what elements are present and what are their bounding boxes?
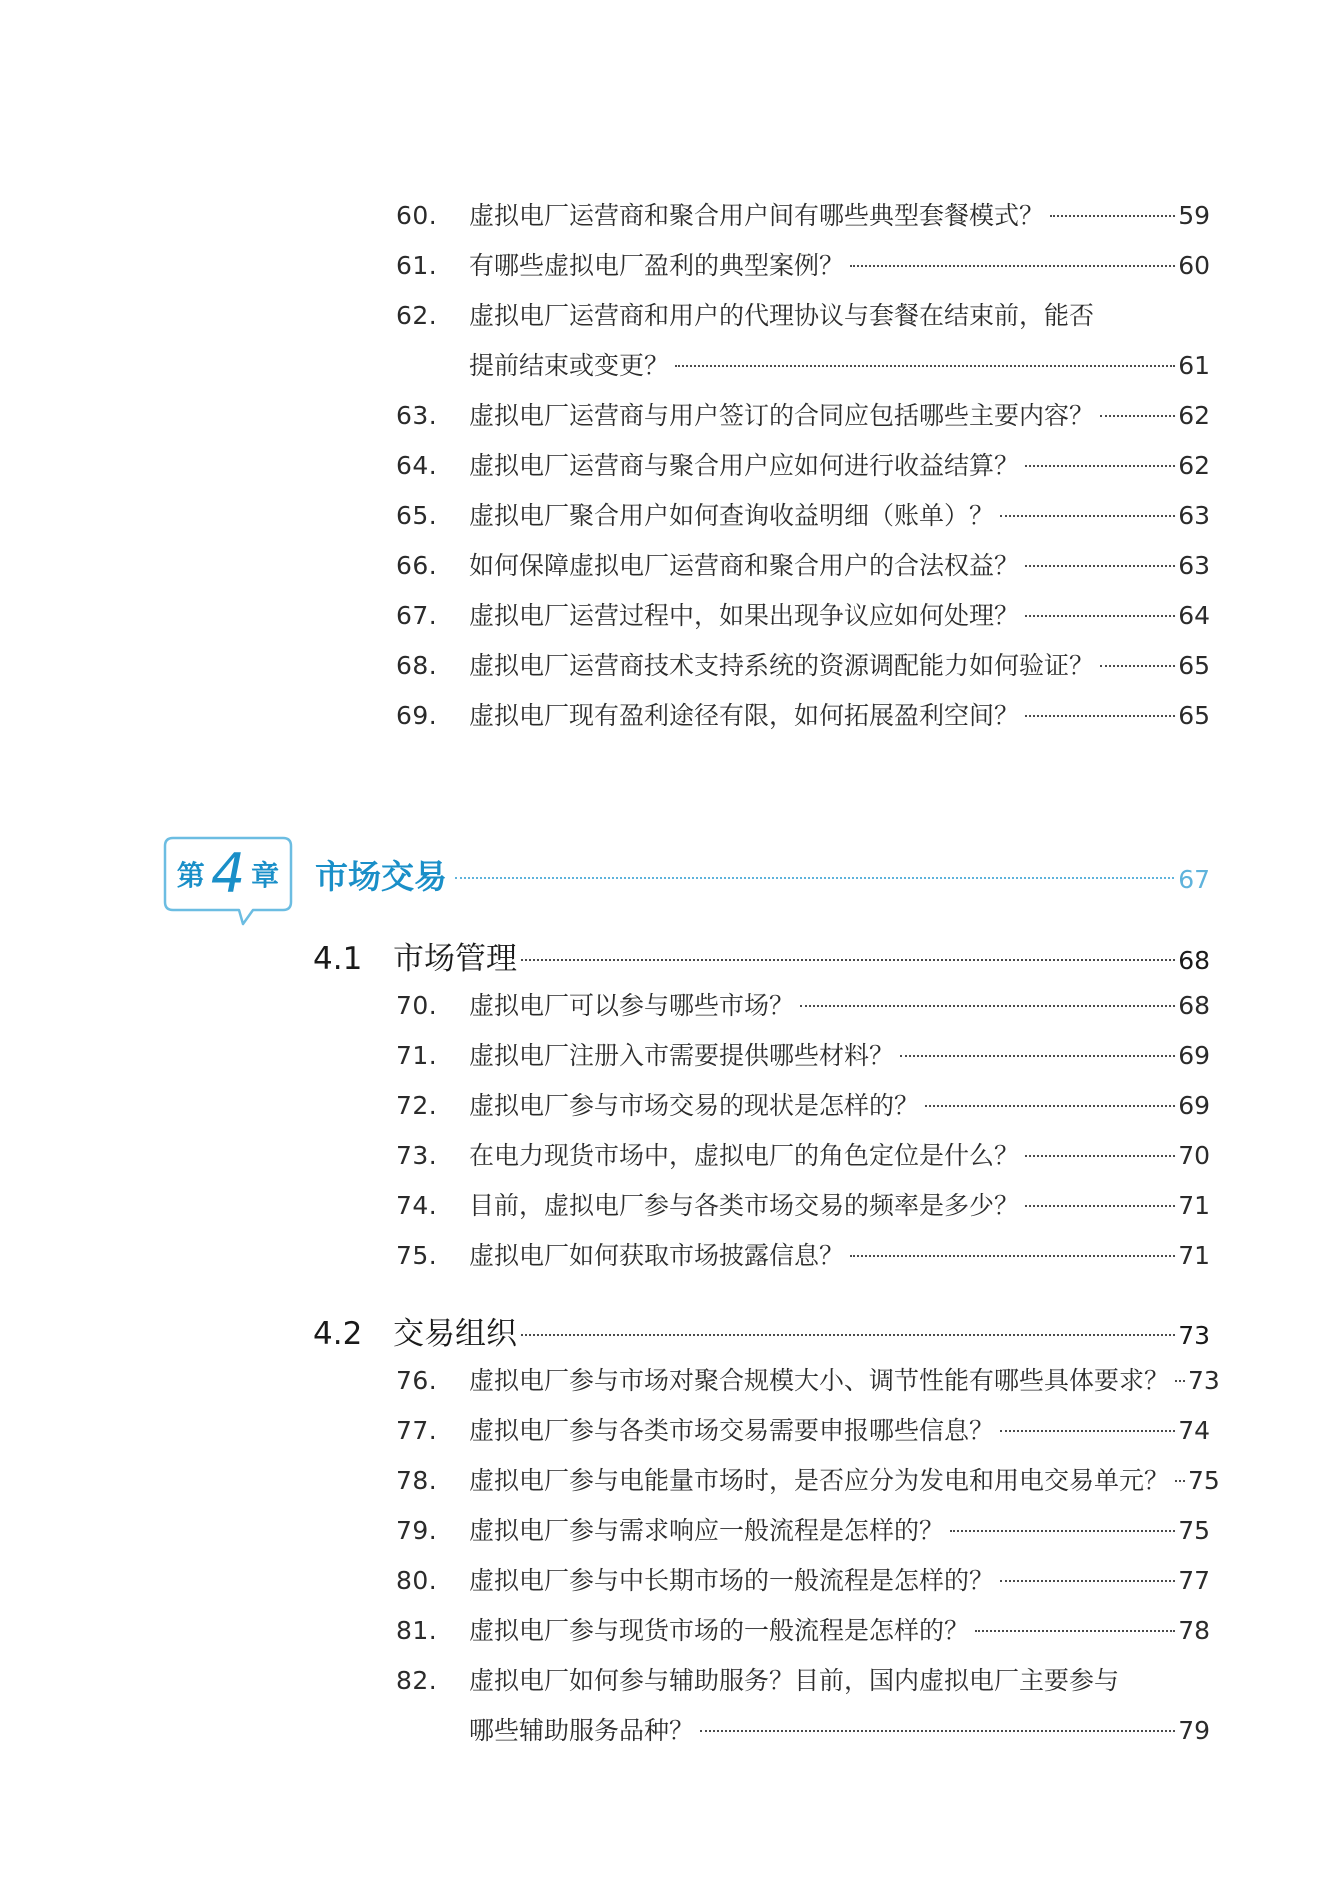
- section-number: 4.2: [313, 1316, 363, 1352]
- entry-page-number: 63: [1178, 551, 1210, 580]
- entry-page-number: 64: [1178, 601, 1210, 630]
- toc-entry[interactable]: [396, 1456, 1220, 1506]
- entry-title: 虚拟电厂聚合用户如何查询收益明细（账单）？: [469, 501, 995, 530]
- section-title: 市场管理: [393, 941, 517, 977]
- dot-leader: [800, 1005, 1175, 1007]
- toc-entry[interactable]: [396, 1556, 1210, 1606]
- entry-number: 69.: [396, 701, 438, 730]
- toc-entry[interactable]: [396, 981, 1210, 1031]
- entry-number: 74.: [396, 1191, 438, 1220]
- entry-page-number: 78: [1178, 1616, 1210, 1645]
- entry-title: 虚拟电厂如何获取市场披露信息？: [469, 1241, 845, 1270]
- entry-page-number: 62: [1178, 451, 1210, 480]
- entry-title: 虚拟电厂现有盈利途径有限，如何拓展盈利空间？: [469, 701, 1020, 730]
- dot-leader: [1100, 665, 1175, 667]
- entry-page-number: 65: [1178, 701, 1210, 730]
- dot-leader: [1025, 1155, 1175, 1157]
- dot-leader: [1025, 1205, 1175, 1207]
- section-page-number: 73: [1178, 1321, 1210, 1350]
- toc-entry[interactable]: [396, 291, 1210, 341]
- toc-entry[interactable]: [396, 1181, 1210, 1231]
- entry-number: 70.: [396, 991, 438, 1020]
- dot-leader: [975, 1630, 1175, 1632]
- chapter-suffix: 章: [251, 859, 280, 892]
- entry-page-number: 74: [1178, 1416, 1210, 1445]
- entry-page-number: 59: [1178, 201, 1210, 230]
- toc-entry-continuation[interactable]: [396, 341, 1210, 391]
- entry-page-number: 69: [1178, 1091, 1210, 1120]
- entry-title: 虚拟电厂运营过程中，如果出现争议应如何处理？: [469, 601, 1020, 630]
- toc-entry[interactable]: [396, 1231, 1210, 1281]
- entry-page-number: 61: [1178, 351, 1210, 380]
- entry-page-number: 71: [1178, 1191, 1210, 1220]
- dot-leader: [1100, 415, 1175, 417]
- chapter-title-row: [315, 852, 1210, 902]
- entry-page-number: 77: [1178, 1566, 1210, 1595]
- entry-number: 79.: [396, 1516, 438, 1545]
- entry-title: 虚拟电厂运营商与聚合用户应如何进行收益结算？: [469, 451, 1020, 480]
- entry-number: 68.: [396, 651, 438, 680]
- dot-leader: [1050, 215, 1175, 217]
- toc-entry[interactable]: [396, 441, 1210, 491]
- entry-title: 如何保障虚拟电厂运营商和聚合用户的合法权益？: [469, 551, 1020, 580]
- toc-entry[interactable]: [396, 1356, 1220, 1406]
- toc-entry[interactable]: [396, 1081, 1210, 1131]
- entry-page-number: 63: [1178, 501, 1210, 530]
- chapter-number: 4: [210, 842, 246, 905]
- entry-page-number: 68: [1178, 991, 1210, 1020]
- entry-page-number: 73: [1188, 1366, 1220, 1395]
- dot-leader: [521, 959, 1175, 961]
- section-number: 4.1: [313, 941, 363, 977]
- entry-title: 虚拟电厂可以参与哪些市场？: [469, 991, 795, 1020]
- dot-leader: [850, 265, 1175, 267]
- entry-title: 虚拟电厂参与各类市场交易需要申报哪些信息？: [469, 1416, 995, 1445]
- entry-title: 虚拟电厂参与市场交易的现状是怎样的？: [469, 1091, 920, 1120]
- entry-title: 虚拟电厂如何参与辅助服务？目前，国内虚拟电厂主要参与: [469, 1666, 1120, 1695]
- entry-title: 虚拟电厂参与需求响应一般流程是怎样的？: [469, 1516, 945, 1545]
- toc-entry[interactable]: [396, 241, 1210, 291]
- toc-entry[interactable]: [396, 1406, 1210, 1456]
- dot-leader: [900, 1055, 1175, 1057]
- dot-leader: [1000, 515, 1175, 517]
- entry-page-number: 71: [1178, 1241, 1210, 1270]
- entry-title: 虚拟电厂参与现货市场的一般流程是怎样的？: [469, 1616, 970, 1645]
- entry-number: 81.: [396, 1616, 438, 1645]
- toc-entry[interactable]: [396, 391, 1210, 441]
- entry-number: 77.: [396, 1416, 438, 1445]
- dot-leader: [1175, 1380, 1185, 1382]
- entry-title: 有哪些虚拟电厂盈利的典型案例？: [469, 251, 845, 280]
- toc-entry[interactable]: [396, 691, 1210, 741]
- entry-title: 虚拟电厂参与中长期市场的一般流程是怎样的？: [469, 1566, 995, 1595]
- entry-page-number: 62: [1178, 401, 1210, 430]
- entry-number: 71.: [396, 1041, 438, 1070]
- entry-title: 虚拟电厂运营商技术支持系统的资源调配能力如何验证？: [469, 651, 1095, 680]
- chapter-heading[interactable]: [163, 836, 1210, 932]
- toc-entry[interactable]: [396, 491, 1210, 541]
- section-title: 交易组织: [393, 1316, 517, 1352]
- toc-entry[interactable]: [396, 191, 1210, 241]
- dot-leader: [1025, 565, 1175, 567]
- dot-leader: [455, 877, 1174, 879]
- toc-entry[interactable]: [396, 1031, 1210, 1081]
- toc-entry[interactable]: [396, 1656, 1210, 1706]
- toc-entry[interactable]: [396, 591, 1210, 641]
- dot-leader: [950, 1530, 1175, 1532]
- entry-title: 目前，虚拟电厂参与各类市场交易的频率是多少？: [469, 1191, 1020, 1220]
- entry-title: 虚拟电厂参与市场对聚合规模大小、调节性能有哪些具体要求？: [469, 1366, 1170, 1395]
- entry-number: 72.: [396, 1091, 438, 1120]
- toc-entry[interactable]: [396, 641, 1210, 691]
- entry-page-number: 75: [1178, 1516, 1210, 1545]
- entry-page-number: 79: [1178, 1716, 1210, 1745]
- entry-number: 63.: [396, 401, 438, 430]
- chapter-label: [163, 842, 293, 906]
- entry-title-continuation: 哪些辅助服务品种？: [469, 1716, 695, 1745]
- chapter-badge: [163, 836, 293, 932]
- entry-number: 62.: [396, 301, 438, 330]
- entry-number: 78.: [396, 1466, 438, 1495]
- chapter-title: 市场交易: [315, 857, 447, 896]
- entry-title: 虚拟电厂运营商和聚合用户间有哪些典型套餐模式？: [469, 201, 1045, 230]
- entry-number: 76.: [396, 1366, 438, 1395]
- entry-number: 82.: [396, 1666, 438, 1695]
- toc-entry[interactable]: [396, 1131, 1210, 1181]
- entry-number: 60.: [396, 201, 438, 230]
- dot-leader: [1175, 1480, 1185, 1482]
- chapter-prefix: 第: [176, 859, 205, 892]
- dot-leader: [850, 1255, 1175, 1257]
- entry-number: 61.: [396, 251, 438, 280]
- toc-entry-list: [396, 1356, 1220, 1756]
- entry-page-number: 70: [1178, 1141, 1210, 1170]
- dot-leader: [1025, 465, 1175, 467]
- dot-leader: [925, 1105, 1175, 1107]
- entry-title: 虚拟电厂参与电能量市场时，是否应分为发电和用电交易单元？: [469, 1466, 1170, 1495]
- dot-leader: [1000, 1580, 1175, 1582]
- dot-leader: [1025, 715, 1175, 717]
- entry-title: 在电力现货市场中，虚拟电厂的角色定位是什么？: [469, 1141, 1020, 1170]
- entry-title: 虚拟电厂注册入市需要提供哪些材料？: [469, 1041, 895, 1070]
- entry-page-number: 75: [1188, 1466, 1220, 1495]
- section-page-number: 68: [1178, 946, 1210, 975]
- entry-title: 虚拟电厂运营商和用户的代理协议与套餐在结束前，能否: [469, 301, 1095, 330]
- dot-leader: [1000, 1430, 1175, 1432]
- entry-number: 64.: [396, 451, 438, 480]
- toc-entry[interactable]: [396, 1506, 1210, 1556]
- entry-number: 73.: [396, 1141, 438, 1170]
- dot-leader: [675, 365, 1175, 367]
- entry-number: 75.: [396, 1241, 438, 1270]
- entry-page-number: 60: [1178, 251, 1210, 280]
- toc-entry-continuation[interactable]: [396, 1706, 1210, 1756]
- section-heading[interactable]: [313, 934, 1210, 984]
- dot-leader: [700, 1730, 1175, 1732]
- section-heading[interactable]: [313, 1309, 1210, 1359]
- dot-leader: [521, 1334, 1175, 1336]
- entry-number: 67.: [396, 601, 438, 630]
- entry-number: 65.: [396, 501, 438, 530]
- toc-entry[interactable]: [396, 541, 1210, 591]
- entry-number: 80.: [396, 1566, 438, 1595]
- entry-title: 虚拟电厂运营商与用户签订的合同应包括哪些主要内容？: [469, 401, 1095, 430]
- entry-number: 66.: [396, 551, 438, 580]
- dot-leader: [1025, 615, 1175, 617]
- toc-entry-list: [396, 981, 1210, 1281]
- entry-page-number: 65: [1178, 651, 1210, 680]
- toc-entry-list: [396, 191, 1210, 741]
- entry-title-continuation: 提前结束或变更？: [469, 351, 670, 380]
- toc-entry[interactable]: [396, 1606, 1210, 1656]
- chapter-page-number: 67: [1178, 865, 1210, 894]
- entry-page-number: 69: [1178, 1041, 1210, 1070]
